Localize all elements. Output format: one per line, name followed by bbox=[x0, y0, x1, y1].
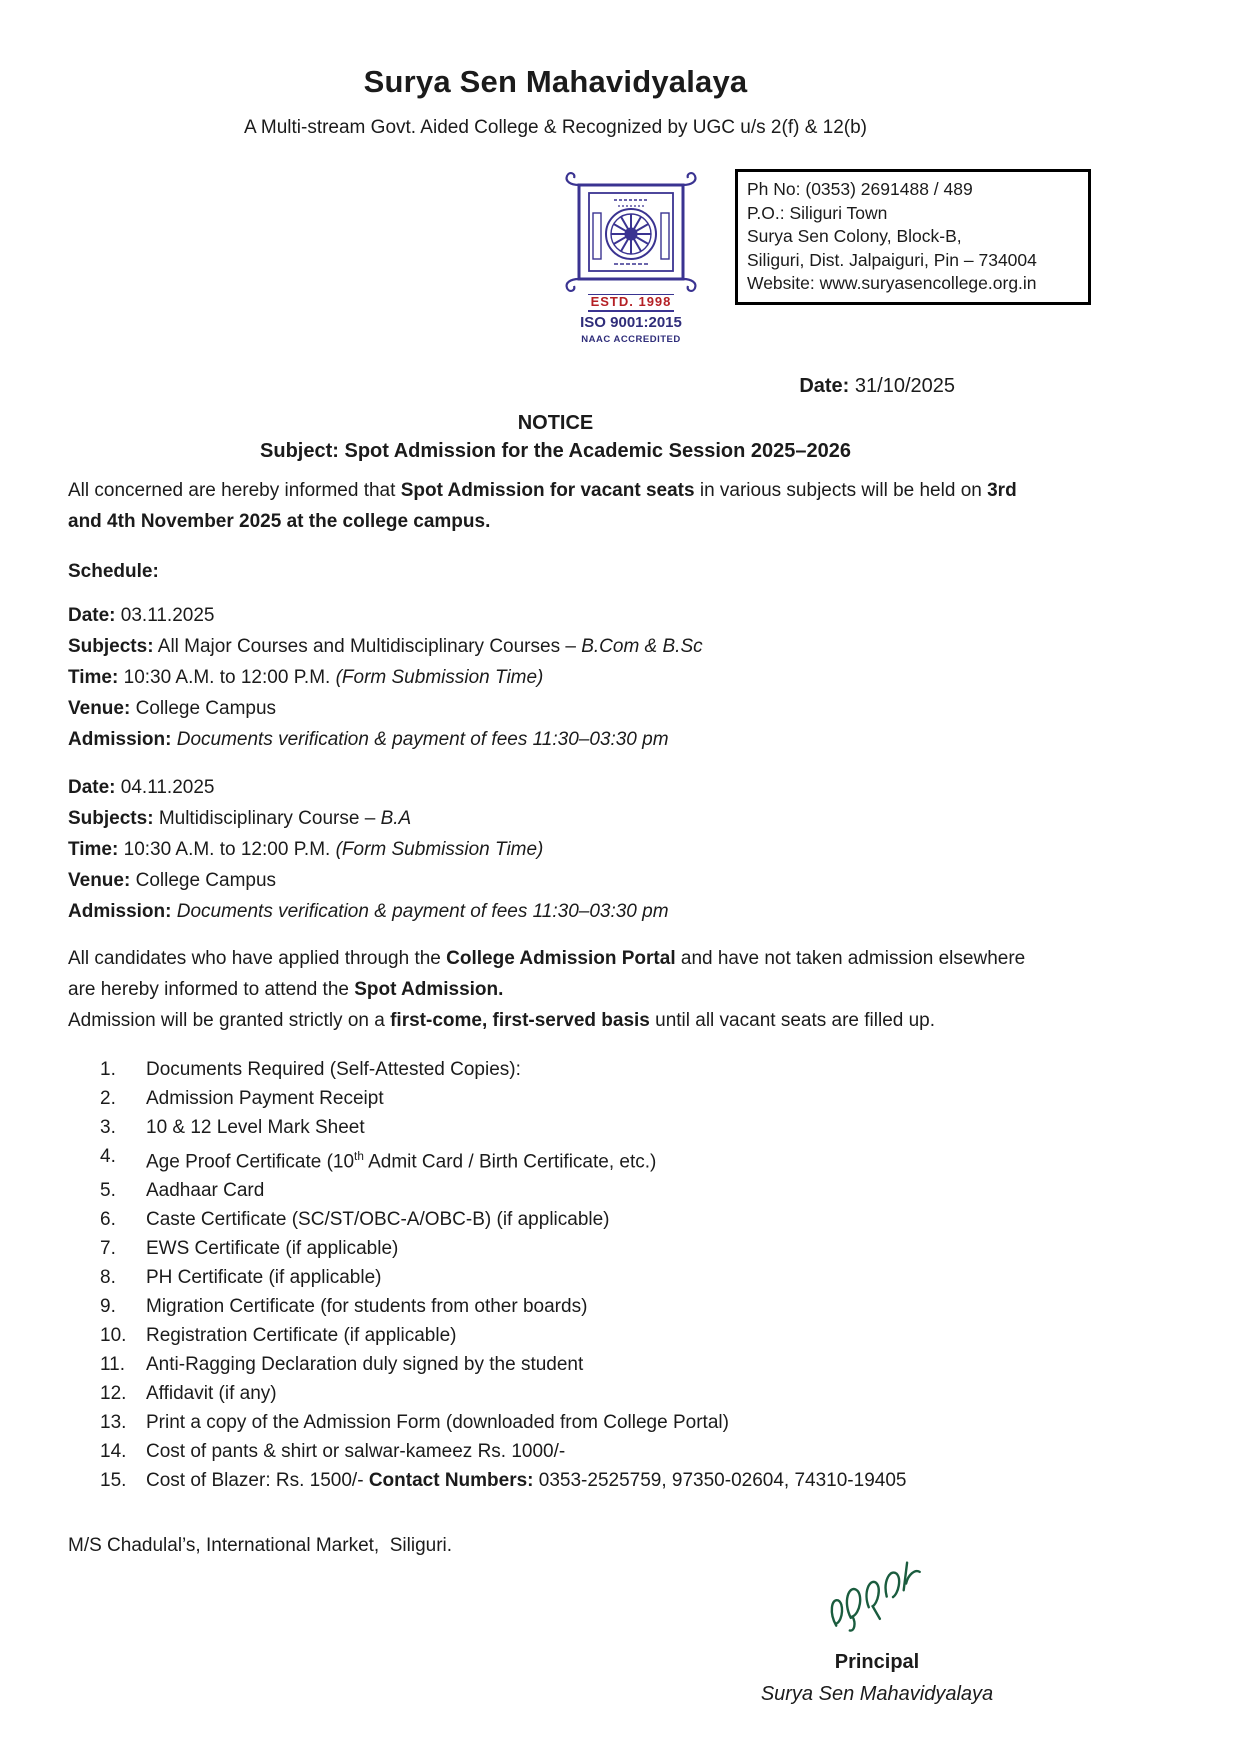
list-item-15-post: 0353-2525759, 97350-02604, 74310-19405 bbox=[533, 1470, 907, 1492]
date-line bbox=[68, 375, 1043, 398]
schedule-subjects-value: Multidisciplinary Course – bbox=[158, 808, 381, 829]
list-item-12: Affidavit (if any) bbox=[146, 1383, 277, 1405]
schedule-time-row bbox=[68, 662, 1043, 693]
list-item-9: Migration Certificate (for students from other boards) bbox=[146, 1296, 588, 1318]
schedule-admission-value: Documents verification & payment of fees 11:30–03:30 pm bbox=[176, 729, 669, 750]
notice-subject: Subject: Spot Admission for the Academic Session 2025–2026 bbox=[260, 440, 851, 462]
contact-box bbox=[735, 169, 1091, 305]
list-item-11: Anti-Ragging Declaration duly signed by the student bbox=[146, 1354, 584, 1376]
portal-text-4: until all vacant seats are filled up. bbox=[649, 1010, 936, 1031]
notice-title: NOTICE bbox=[517, 412, 594, 434]
list-item-8: PH Certificate (if applicable) bbox=[146, 1267, 382, 1289]
schedule-time-value: 10:30 A.M. to 12:00 P.M. bbox=[123, 667, 336, 688]
principal-title: Principal bbox=[834, 1651, 920, 1674]
date-label: Date: bbox=[799, 375, 850, 397]
signature-block bbox=[727, 1559, 1027, 1706]
date-value: 31/10/2025 bbox=[854, 375, 955, 397]
list-item-15-pre: Cost of Blazer: Rs. 1500/- bbox=[146, 1470, 369, 1492]
college-logo bbox=[560, 171, 702, 345]
schedule-admission-row bbox=[68, 896, 1043, 927]
schedule-date-row bbox=[68, 600, 1043, 631]
schedule-time-label: Time: bbox=[68, 839, 119, 860]
contact-phone: Ph No: (0353) 2691488 / 489 bbox=[747, 179, 973, 199]
schedule-date-label: Date: bbox=[68, 777, 116, 798]
portal-text-1: All candidates who have applied through the bbox=[68, 948, 447, 969]
schedule-block-1 bbox=[68, 600, 1043, 755]
portal-bold-3: first-come, first-served basis bbox=[390, 1010, 650, 1031]
college-emblem-icon bbox=[562, 171, 700, 293]
list-item-2: Admission Payment Receipt bbox=[146, 1088, 384, 1109]
contact-colony: Surya Sen Colony, Block-B, bbox=[747, 226, 962, 246]
list-item-4 bbox=[100, 1142, 1043, 1176]
portal-bold-2: Spot Admission. bbox=[354, 979, 504, 1000]
list-item-10: Registration Certificate (if applicable) bbox=[146, 1325, 457, 1347]
schedule-venue-label: Venue: bbox=[68, 870, 131, 891]
schedule-admission-label: Admission: bbox=[68, 729, 172, 750]
schedule-venue-row bbox=[68, 693, 1043, 724]
schedule-time-em: (Form Submission Time) bbox=[335, 667, 544, 688]
portal-text-3: Admission will be granted strictly on a bbox=[68, 1010, 391, 1031]
documents-list bbox=[68, 1055, 1043, 1495]
schedule-date-value: 03.11.2025 bbox=[120, 605, 215, 626]
schedule-time-em: (Form Submission Time) bbox=[335, 839, 544, 860]
list-item-13: Print a copy of the Admission Form (downloaded from College Portal) bbox=[146, 1412, 729, 1434]
list-item-7: EWS Certificate (if applicable) bbox=[146, 1238, 399, 1260]
intro-text-1: All concerned are hereby informed that bbox=[68, 480, 401, 501]
schedule-venue-row bbox=[68, 865, 1043, 896]
intro-bold-1: Spot Admission for vacant seats bbox=[400, 480, 695, 501]
schedule-admission-label: Admission: bbox=[68, 901, 172, 922]
schedule-venue-value: College Campus bbox=[135, 870, 277, 891]
principal-signature-icon bbox=[817, 1559, 937, 1639]
schedule-subjects-value: All Major Courses and Multidisciplinary Courses – bbox=[157, 636, 582, 657]
schedule-subjects-label: Subjects: bbox=[68, 808, 154, 829]
schedule-venue-label: Venue: bbox=[68, 698, 131, 719]
college-tagline: A Multi-stream Govt. Aided College & Recognized by UGC u/s 2(f) & 12(b) bbox=[243, 117, 868, 138]
schedule-date-label: Date: bbox=[68, 605, 116, 626]
schedule-admission-value: Documents verification & payment of fees 11:30–03:30 pm bbox=[176, 901, 669, 922]
schedule-venue-value: College Campus bbox=[135, 698, 277, 719]
schedule-block-2 bbox=[68, 772, 1043, 927]
intro-text-2: in various subjects will be held on bbox=[694, 480, 988, 501]
intro-paragraph bbox=[68, 475, 1043, 537]
principal-college: Surya Sen Mahavidyalaya bbox=[760, 1683, 994, 1706]
list-item-5: Aadhaar Card bbox=[146, 1180, 265, 1202]
list-item-4-post: Admit Card / Birth Certificate, etc.) bbox=[363, 1151, 657, 1173]
list-item-3: 10 & 12 Level Mark Sheet bbox=[146, 1117, 365, 1138]
naac-label: NAAC ACCREDITED bbox=[581, 333, 681, 345]
list-item-4-sup: th bbox=[354, 1150, 364, 1163]
list-item-4-pre: Age Proof Certificate (10 bbox=[146, 1151, 355, 1173]
estd-label: ESTD. 1998 bbox=[588, 294, 675, 312]
schedule-heading: Schedule: bbox=[68, 561, 159, 582]
list-item-6: Caste Certificate (SC/ST/OBC-A/OBC-B) (if applicable) bbox=[146, 1209, 610, 1231]
intro-bold-2: 3rd and 4th November 2025 at the college campus. bbox=[68, 480, 1017, 532]
schedule-time-label: Time: bbox=[68, 667, 119, 688]
schedule-time-value: 10:30 A.M. to 12:00 P.M. bbox=[123, 839, 336, 860]
portal-paragraph bbox=[68, 943, 1043, 1036]
schedule-subjects-row bbox=[68, 631, 1043, 662]
iso-label: ISO 9001:2015 bbox=[580, 314, 682, 332]
schedule-subjects-em: B.A bbox=[380, 808, 412, 829]
contact-district: Siliguri, Dist. Jalpaiguri, Pin – 734004 bbox=[747, 249, 1037, 270]
college-name: Surya Sen Mahavidyalaya bbox=[363, 64, 748, 99]
schedule-admission-row bbox=[68, 724, 1043, 755]
schedule-date-value: 04.11.2025 bbox=[120, 777, 215, 798]
header-row bbox=[68, 169, 1043, 371]
document-body bbox=[68, 0, 1043, 1706]
supplier-line: M/S Chadulal’s, International Market, Siliguri. bbox=[68, 1535, 453, 1557]
list-item-1: Documents Required (Self-Attested Copies): bbox=[146, 1059, 521, 1080]
contact-website: Website: www.suryasencollege.org.in bbox=[747, 273, 1037, 293]
list-item-15 bbox=[100, 1466, 1043, 1495]
list-item-15-bold: Contact Numbers: bbox=[368, 1470, 534, 1492]
portal-text-2: and have not taken admission elsewhere are hereby informed to attend the bbox=[68, 948, 1026, 1000]
schedule-date-row bbox=[68, 772, 1043, 803]
schedule-time-row bbox=[68, 834, 1043, 865]
portal-bold-1: College Admission Portal bbox=[446, 948, 676, 969]
schedule-subjects-label: Subjects: bbox=[68, 636, 154, 657]
contact-po: P.O.: Siliguri Town bbox=[747, 202, 888, 223]
schedule-subjects-row bbox=[68, 803, 1043, 834]
schedule-subjects-em: B.Com & B.Sc bbox=[581, 636, 703, 657]
list-item-14: Cost of pants & shirt or salwar-kameez Rs. 1000/- bbox=[146, 1441, 566, 1463]
